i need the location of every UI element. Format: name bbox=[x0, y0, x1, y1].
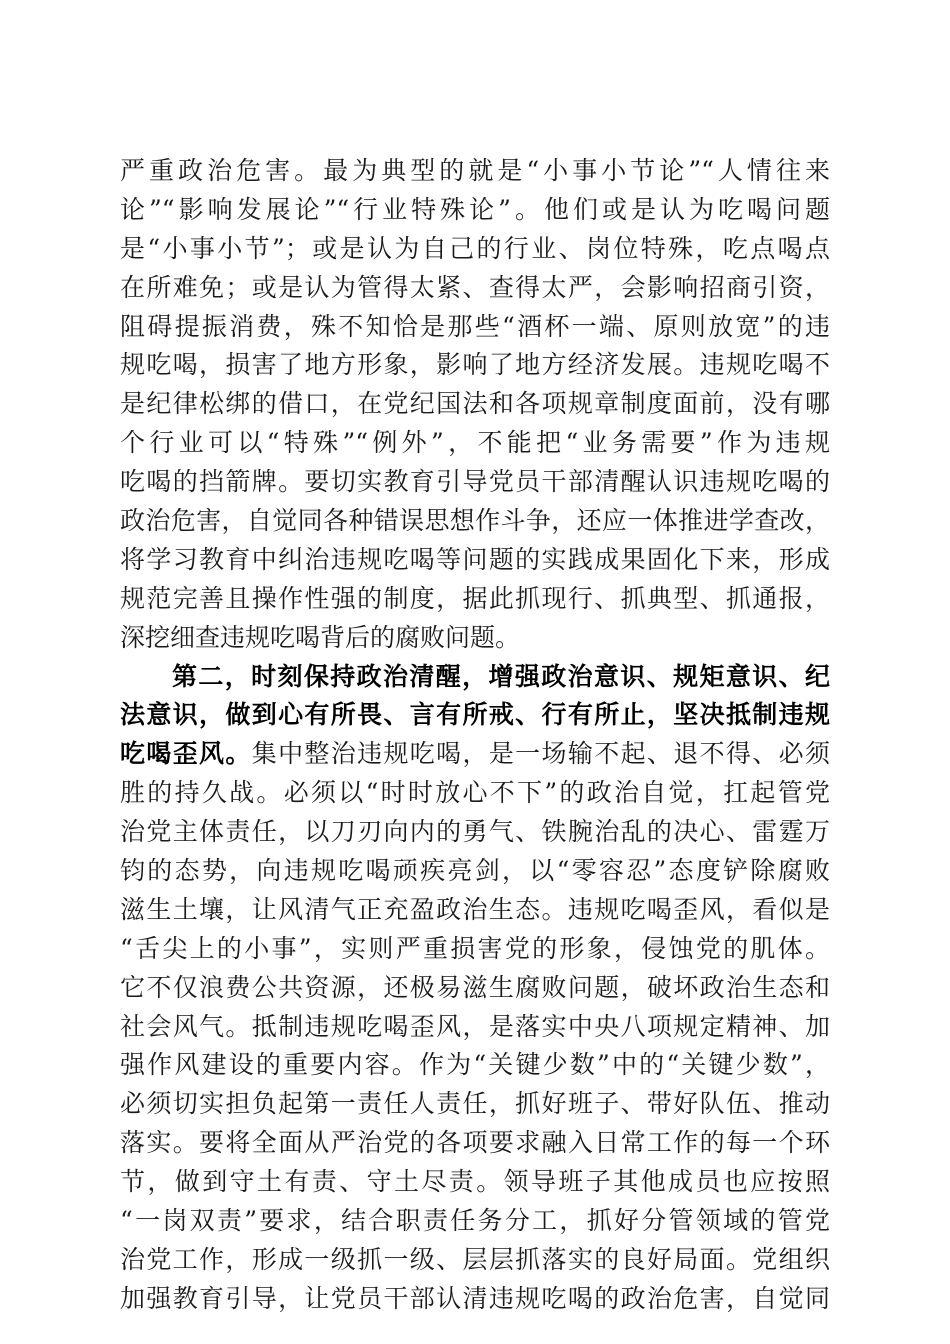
text-line: 钧的态势，向违规吃喝顽疾亮剑，以“零容忍”态度铲除腐败 bbox=[120, 856, 830, 886]
text-line: 深挖细查违规吃喝背后的腐败问题。 bbox=[120, 622, 521, 652]
text-line: 是“小事小节”；或是认为自己的行业、岗位特殊，吃点喝点 bbox=[120, 233, 830, 263]
text-line: 落实。要将全面从严治党的各项要求融入日常工作的每一个环 bbox=[120, 1128, 830, 1158]
text-line: “一岗双责”要求，结合职责任务分工，抓好分管领域的管党 bbox=[120, 1206, 830, 1236]
text-line: 严重政治危害。最为典型的就是“小事小节论”“人情往来 bbox=[120, 156, 830, 185]
text-line: 必须切实担负起第一责任人责任，抓好班子、带好队伍、推动 bbox=[120, 1089, 830, 1119]
paragraph-2 bbox=[120, 658, 830, 1319]
text-run: 集中整治违规吃喝，是一场输不起、退不得、必须 bbox=[251, 739, 830, 769]
text-line: 规范完善且操作性强的制度，据此抓现行、抓典型、抓通报， bbox=[120, 583, 830, 613]
text-line: 将学习教育中纠治违规吃喝等问题的实践成果固化下来，形成 bbox=[120, 544, 830, 574]
text-line: 滋生土壤，让风清气正充盈政治生态。违规吃喝歪风，看似是 bbox=[120, 894, 830, 924]
text-line: 胜的持久战。必须以“时时放心不下”的政治自觉，扛起管党 bbox=[120, 778, 830, 808]
text-line: 吃喝的挡箭牌。要切实教育引导党员干部清醒认识违规吃喝的 bbox=[120, 467, 830, 497]
text-line: 强作风建设的重要内容。作为“关键少数”中的“关键少数”， bbox=[120, 1050, 830, 1080]
text-line: 加强教育引导，让党员干部认清违规吃喝的政治危害，自觉同 bbox=[120, 1283, 830, 1313]
text-line: 个行业可以“特殊”“例外”，不能把“业务需要”作为违规 bbox=[120, 428, 830, 458]
text-line: 论”“影响发展论”“行业特殊论”。他们或是认为吃喝问题 bbox=[120, 194, 830, 224]
text-line: 治党工作，形成一级抓一级、层层抓落实的良好局面。党组织 bbox=[120, 1244, 830, 1274]
section-heading: 法意识，做到心有所畏、言有所戒、行有所止，坚决抵制违规 bbox=[120, 700, 830, 730]
text-line: 阻碍提振消费，殊不知恰是那些“酒杯一端、原则放宽”的违 bbox=[120, 311, 830, 341]
text-line: “舌尖上的小事”，实则严重损害党的形象，侵蚀党的肌体。 bbox=[120, 933, 830, 963]
text-line bbox=[120, 735, 830, 774]
section-heading-end: 吃喝歪风。 bbox=[120, 739, 252, 769]
text-line: 规吃喝，损害了地方形象，影响了地方经济发展。违规吃喝不 bbox=[120, 350, 830, 380]
text-line: 在所难免；或是认为管得太紧、查得太严，会影响招商引资， bbox=[120, 272, 830, 302]
text-line: 政治危害，自觉同各种错误思想作斗争，还应一体推进学查改， bbox=[120, 506, 830, 536]
text-line: 它不仅浪费公共资源，还极易滋生腐败问题，破坏政治生态和 bbox=[120, 972, 830, 1002]
text-line: 社会风气。抵制违规吃喝歪风，是落实中央八项规定精神、加 bbox=[120, 1011, 830, 1041]
text-line: 治党主体责任，以刀刃向内的勇气、铁腕治乱的决心、雷霆万 bbox=[120, 817, 830, 847]
text-line: 节，做到守土有责、守土尽责。领导班子其他成员也应按照 bbox=[120, 1167, 830, 1197]
text-line: 是纪律松绑的借口，在党纪国法和各项规章制度面前，没有哪 bbox=[120, 389, 830, 419]
section-heading: 第二，时刻保持政治清醒，增强政治意识、规矩意识、纪 bbox=[172, 661, 830, 691]
document-page bbox=[120, 152, 830, 1319]
paragraph-1 bbox=[120, 152, 830, 658]
